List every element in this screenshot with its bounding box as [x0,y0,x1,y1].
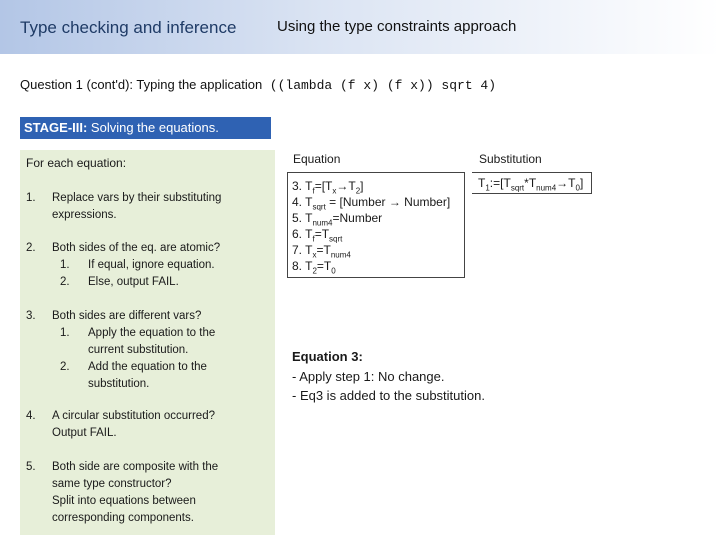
question-code: ((lambda (f x) (f x)) sqrt 4) [269,78,497,93]
equations-box [287,172,465,278]
step-text: Both sides of the eq. are atomic? [52,242,221,254]
equation-column-header: Equation [293,152,341,166]
step-text: A circular substitution occurred? Output FAIL. [52,410,215,439]
equation-line: 5. $T_{num4}=Number$ [292,211,383,228]
step-text: Replace vars by their substituting expressions. [52,192,222,221]
steps-panel [20,150,275,535]
stage-banner [20,117,271,139]
substep: 2. Else, output FAIL. [60,276,179,288]
step-text: Both sides are different vars? [52,310,202,322]
slide-subtitle: Using the type constraints approach [277,18,517,35]
substep: 1. Apply the equation to the current substitution. [60,327,216,356]
question-line [20,77,496,93]
substitution-box [472,172,592,194]
substep: 2. Add the equation to the substitution. [60,361,207,390]
step-number: 5. [26,461,36,473]
equation3-title: Equation 3: [292,349,363,364]
question-label: Question 1 (cont'd): Typing the application [20,77,263,92]
equation3-note: - Apply step 1: No change. [292,368,445,384]
equation-line: 3. $T_f=[T_x\to T_2]$ [292,179,364,196]
equation-line: 7. $T_x=T_{num4}$ [292,243,351,260]
equation-line: 6. $T_f=T_{sqrt}$ [292,227,343,244]
step-number: 4. [26,410,36,422]
equation-line: 4. $T_{sqrt}$ = [Number → Number] [292,195,451,212]
step-number: 1. [26,192,36,204]
step-extra: Split into equations between corresponding components. [52,495,196,524]
substitution-column-header: Substitution [479,152,542,166]
step-number: 2. [26,242,36,254]
slide-header [0,0,720,54]
equation3-note: - Eq3 is added to the substitution. [292,388,485,403]
stage-label: STAGE-III: [24,120,88,135]
step-text: Both side are composite with the same type constructor? [52,461,219,490]
step-number: 3. [26,310,36,322]
steps-intro: For each equation: [26,156,127,170]
slide-title: Type checking and inference [20,18,237,37]
stage-text: Solving the equations. [87,120,219,135]
equation3-notes [292,347,485,406]
substep: 1. If equal, ignore equation. [60,259,215,271]
equation-line: 8. $T_2=T_0$ [292,259,336,276]
substitution-line: $T_1:=[T_{sqrt}*T_{num4}\to T_0]$ [478,176,584,193]
